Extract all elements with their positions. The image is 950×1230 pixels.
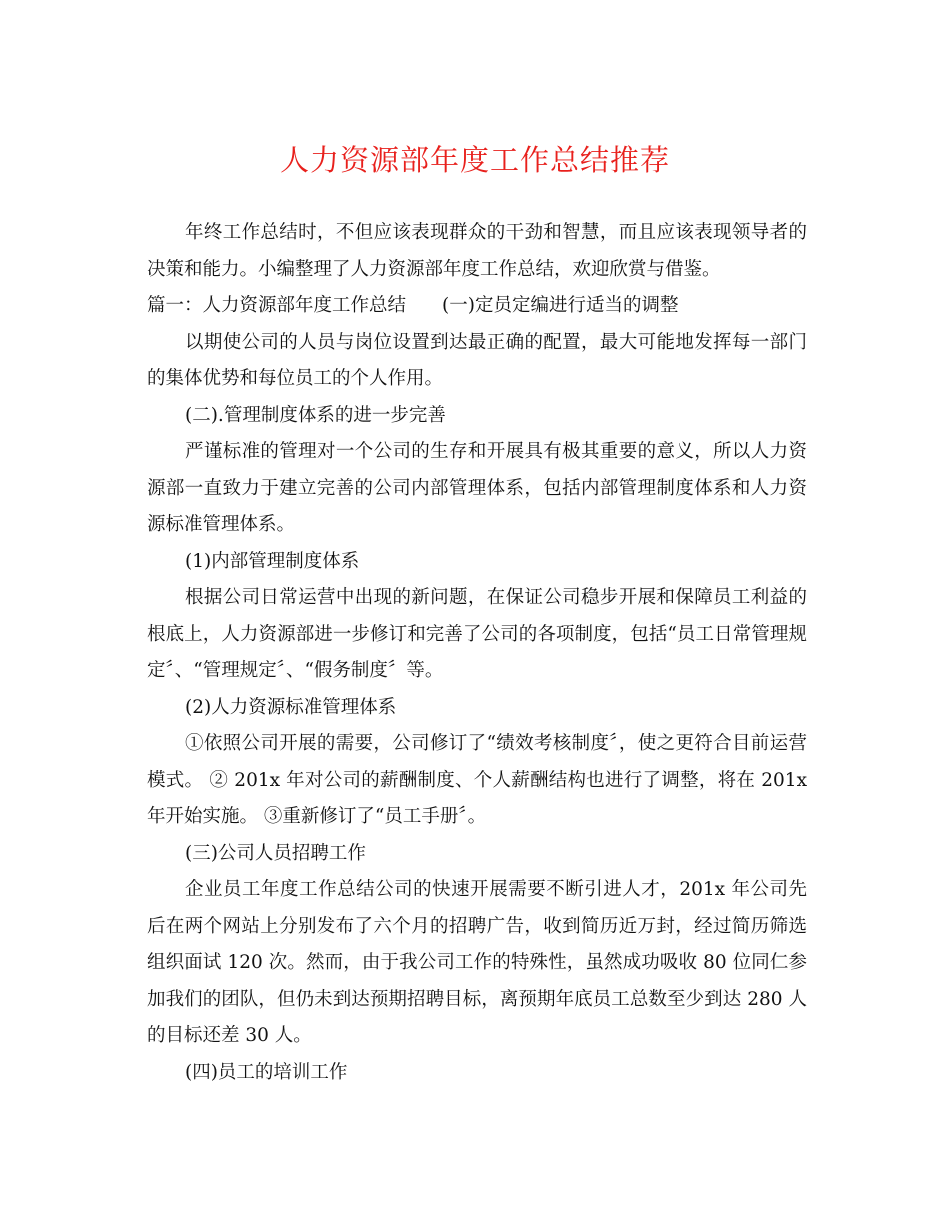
sub2-body: ①依照公司开展的需要，公司修订了“绩效考核制度〞，使之更符合目前运营模式。 ② 201x 年对公司的薪酬制度、个人薪酬结构也进行了调整，将在 201x 年开始实施。 ③重新修订了“员工手册〞。 (147, 733, 807, 827)
section2-heading: (二).管理制度体系的进一步完善 (185, 404, 446, 426)
sub1-heading: (1)内部管理制度体系 (185, 550, 360, 572)
document-body (147, 215, 807, 1091)
section1-heading: (一)定员定编进行适当的调整 (442, 295, 679, 316)
section4-heading: (四)员工的培训工作 (185, 1061, 348, 1083)
sub2-heading: (2)人力资源标准管理体系 (185, 696, 397, 718)
sub1-body: 根据公司日常运营中出现的新问题，在保证公司稳步开展和保障员工利益的根底上，人力资源部进一步修订和完善了公司的各项制度，包括“员工日常管理规定〞、“管理规定〞、“假务制度〞等。 (147, 587, 807, 681)
part-heading-line (147, 288, 807, 325)
document-title: 人力资源部年度工作总结推荐 (279, 143, 670, 177)
section2-body: 严谨标准的管理对一个公司的生存和开展具有极其重要的意义，所以人力资源部一直致力于建立完善的公司内部管理体系，包括内部管理制度体系和人力资源标准管理体系。 (147, 441, 807, 535)
section1-body: 以期使公司的人员与岗位设置到达最正确的配置，最大可能地发挥每一部门的集体优势和每位员工的个人作用。 (147, 331, 807, 389)
intro-paragraph: 年终工作总结时，不但应该表现群众的干劲和智慧，而且应该表现领导者的决策和能力。小编整理了人力资源部年度工作总结，欢迎欣赏与借鉴。 (147, 222, 807, 280)
section3-body: 企业员工年度工作总结公司的快速开展需要不断引进人才，201x 年公司先后在两个网站上分别发布了六个月的招聘广告，收到简历近万封，经过简历筛选组织面试 120 次。然而，由于我公司工作的特殊性，虽然成功吸收 80 位同仁参加我们的团队，但仍未到达预期招聘目标，离预期年底员工总数至少到达 280 人的目标还差 30 人。 (147, 879, 807, 1046)
section3-heading: (三)公司人员招聘工作 (185, 842, 366, 864)
part-label: 篇一：人力资源部年度工作总结 (147, 295, 407, 316)
